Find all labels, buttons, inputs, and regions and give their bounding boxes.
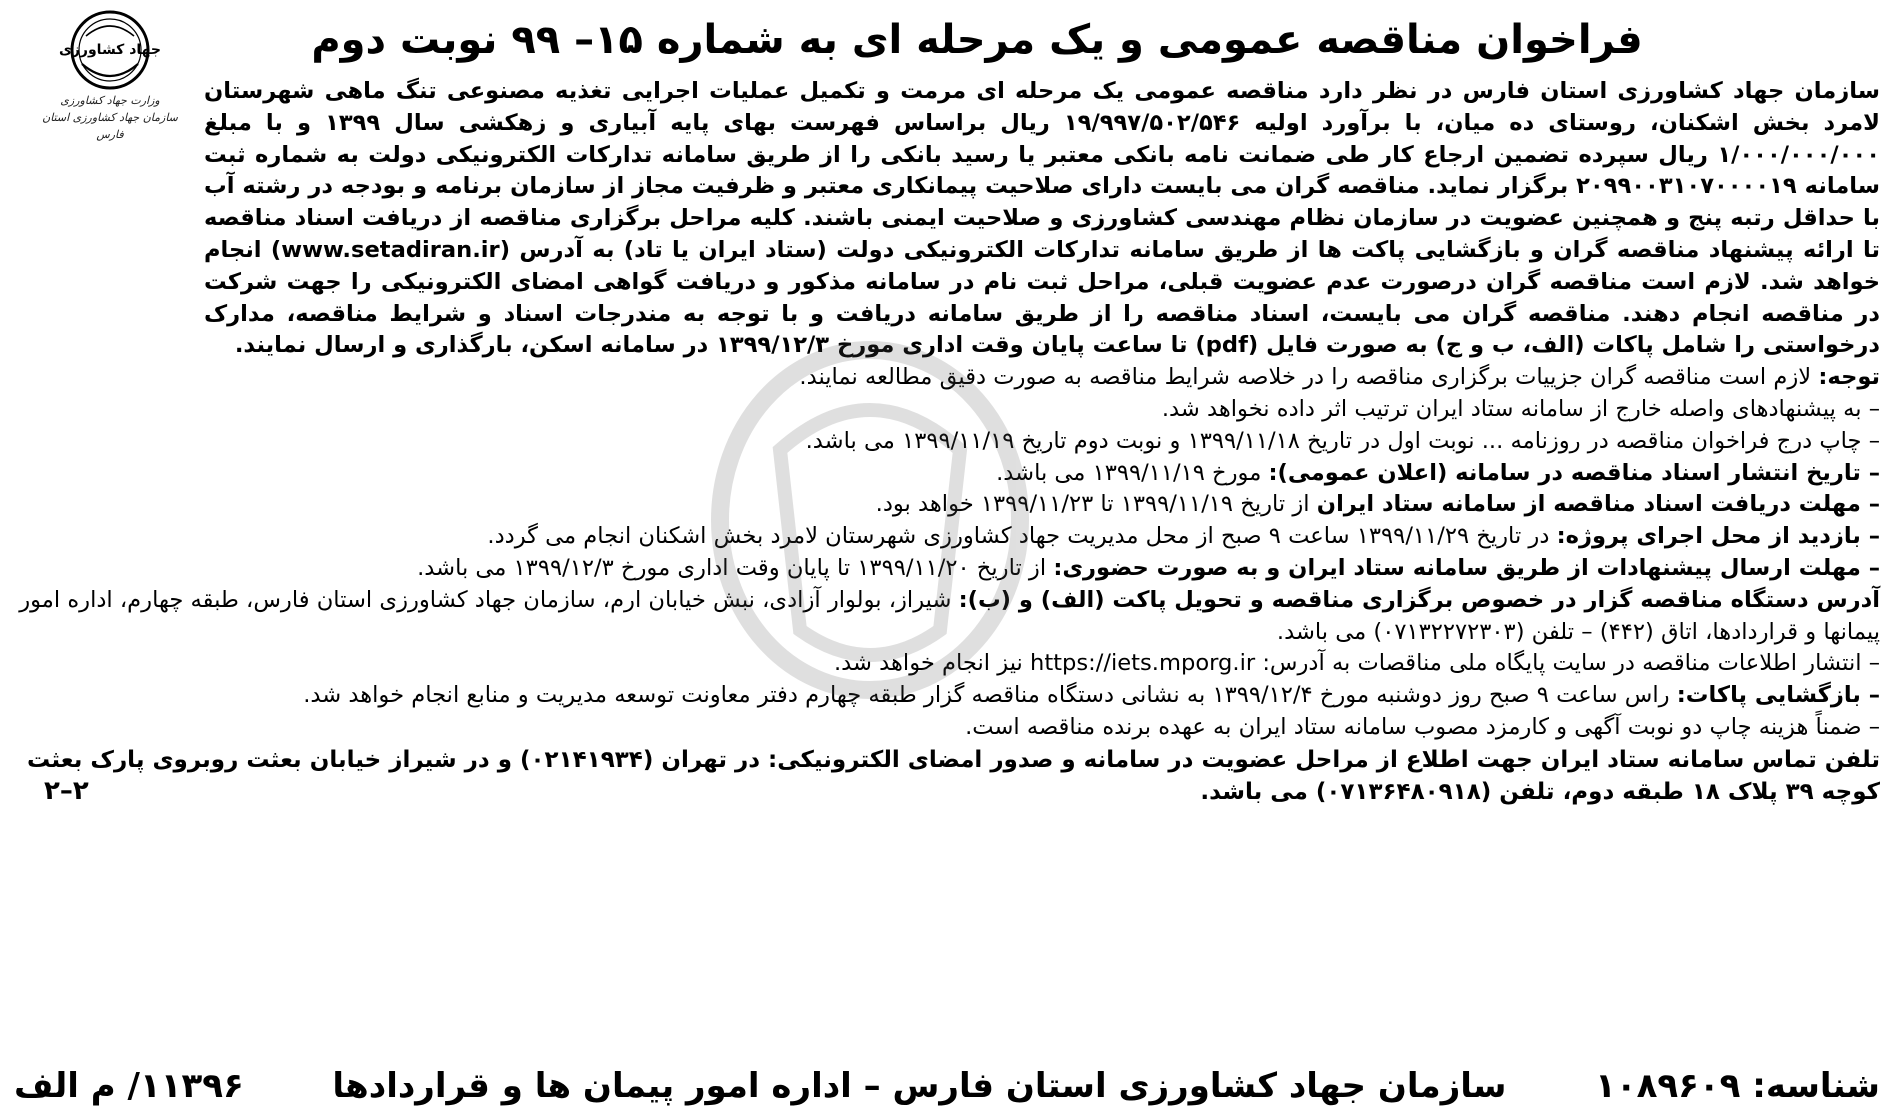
note-text: – چاپ درج فراخوان مناقصه در روزنامه ... نوبت اول در تاریخ ۱۳۹۹/۱۱/۱۸ و نوبت دوم تاریخ ۱۳۹۹/۱۱/۱۹ می باشد. xyxy=(805,427,1880,454)
logo-caption-ministry: وزارت جهاد کشاورزی xyxy=(60,94,160,107)
note-text: – به پیشنهادهای واصله خارج از سامانه ستاد ایران ترتیب اثر داده نخواهد شد. xyxy=(1161,395,1880,422)
note-text: راس ساعت ۹ صبح روز دوشنبه مورخ ۱۳۹۹/۱۲/۴ به نشانی دستگاه مناقصه گزار طبقه چهارم دفتر معاونت توسعه مدیریت و منابع انجام خواهد شد. xyxy=(303,682,1677,709)
note-head: – بازگشایی پاکات: xyxy=(1676,682,1880,709)
notice-title: فراخوان مناقصه عمومی و یک مرحله ای به شماره ۱۵– ۹۹ نوبت دوم xyxy=(311,17,1643,63)
note-item xyxy=(14,362,1880,394)
contact-info: تلفن تماس سامانه ستاد ایران جهت اطلاع از مراحل عضویت در سامانه و صدور امضای الکترونیکی: در تهران (۰۲۱۴۱۹۳۴) و در شیراز خیابان بعثت روبروی پارک بعثت کوچه ۳۹ پلاک ۱۸ طبقه دوم، تلفن (۰۷۱۳۶۴۸۰۹۱۸) می باشد. xyxy=(27,746,1880,805)
note-head: – بازدید از محل اجرای پروژه: xyxy=(1556,523,1880,550)
intro-paragraph: سازمان جهاد کشاورزی استان فارس در نظر دارد مناقصه عمومی یک مرحله ای مرمت و تکمیل عملیات اجرایی تغذیه مصنوعی تنگ ماهی شهرستان لامرد بخش اشکنان، روستای ده میان، با برآورد اولیه ۱۹/۹۹۷/۵۰۲/۵۴۶ ریال براساس فهرست بهای پایه آبیاری و زهکشی سال ۱۳۹۹ و با مبلغ ۱/۰۰۰/۰۰۰/۰۰۰ ریال سپرده تضمین ارجاع کار طی ضمانت نامه بانکی معتبر یا رسید بانکی را از طریق سامانه تدارکات الکترونیکی دولت به شماره ثبت سامانه ۲۰۹۹۰۰۳۱۰۷۰۰۰۰۱۹ برگزار نماید. مناقصه گران می بایست دارای صلاحیت پیمانکاری معتبر و ظرفیت مجاز از سازمان برنامه و بودجه در رشته آب با حداقل رتبه پنج و همچنین عضویت در سازمان نظام مهندسی کشاورزی و صلاحیت ایمنی باشند. کلیه مراحل برگزاری مناقصه از دریافت اسناد مناقصه تا ارائه پیشنهاد مناقصه گران و بازگشایی پاکت ها از طریق سامانه تدارکات الکترونیکی دولت (ستاد ایران یا تاد) به آدرس (www.setadiran.ir) انجام خواهد شد. لازم است مناقصه گران درصورت عدم عضویت قبلی، مراحل ثبت نام در سامانه مذکور و دریافت گواهی امضای الکترونیکی را جهت شرکت در مناقصه انجام دهند. مناقصه گران می بایست، اسناد مناقصه را از طریق سامانه دریافت و با توجه به مندرجات اسناد و شرایط مناقصه، مدارک درخواستی را شامل پاکات (الف، ب و ج) به صورت فایل (pdf) تا ساعت پایان وقت اداری مورخ ۱۳۹۹/۱۲/۳ در سامانه اسکن، بارگذاری و ارسال نمایند. xyxy=(204,78,1880,359)
note-text: از تاریخ ۱۳۹۹/۱۱/۱۹ تا ۱۳۹۹/۱۱/۲۳ خواهد بود. xyxy=(875,491,1317,518)
note-item xyxy=(14,553,1880,585)
note-item xyxy=(14,394,1880,426)
note-text: شیراز، بولوار آزادی، نبش خیابان ارم، سازمان جهاد کشاورزی استان فارس، طبقه چهارم، اداره امور پیمانها و قراردادها، اتاق (۴۴۲) – تلفن (۰۷۱۳۲۲۷۲۳۰۳) می باشد. xyxy=(19,586,1880,645)
contact-block xyxy=(14,744,1880,808)
footer-org: سازمان جهاد کشاورزی استان فارس – اداره امور پیمان ها و قراردادها xyxy=(332,1066,1507,1106)
note-text: از تاریخ ۱۳۹۹/۱۱/۲۰ تا پایان وقت اداری مورخ ۱۳۹۹/۱۲/۳ می باشد. xyxy=(417,554,1054,581)
note-text: – انتشار اطلاعات مناقصه در سایت پایگاه ملی مناقصات به آدرس: https://iets.mporg.ir نیز انجام خواهد شد. xyxy=(834,650,1880,677)
note-head: آدرس دستگاه مناقصه گزار در خصوص برگزاری مناقصه و تحویل پاکت (الف) و (ب): xyxy=(958,586,1880,613)
note-item xyxy=(14,680,1880,712)
note-text: لازم است مناقصه گران جزییات برگزاری مناقصه را در خلاصه شرایط مناقصه به صورت دقیق مطالعه نمایند. xyxy=(799,364,1819,391)
note-head: توجه: xyxy=(1818,364,1880,391)
footer xyxy=(14,1064,1880,1108)
note-text: – ضمناً هزینه چاپ دو نوبت آگهی و کارمزد مصوب سامانه ستاد ایران به عهده برنده مناقصه است. xyxy=(965,713,1880,740)
jihad-logo xyxy=(40,8,180,143)
jihad-emblem-icon xyxy=(59,8,161,92)
page-number: ۲–۲ xyxy=(44,775,89,806)
note-item xyxy=(14,585,1880,649)
note-item xyxy=(14,648,1880,680)
footer-code: ۱۱۳۹۶/ م الف xyxy=(14,1066,244,1106)
note-item xyxy=(14,458,1880,490)
logo-caption-org: سازمان جهاد کشاورزی استان فارس xyxy=(42,111,178,141)
logo-name: جهاد کشاورزی xyxy=(59,42,161,58)
notes-list xyxy=(14,362,1880,744)
note-text: مورخ ۱۳۹۹/۱۱/۱۹ می باشد. xyxy=(996,459,1269,486)
note-item xyxy=(14,489,1880,521)
note-head: – مهلت دریافت اسناد مناقصه از سامانه ستاد ایران xyxy=(1316,491,1880,518)
note-item xyxy=(14,521,1880,553)
notice-id: شناسه: ۱۰۸۹۶۰۹ xyxy=(1595,1066,1880,1106)
note-item xyxy=(14,712,1880,744)
note-head: – مهلت ارسال پیشنهادات از طریق سامانه ستاد ایران و به صورت حضوری: xyxy=(1053,554,1880,581)
note-item xyxy=(14,426,1880,458)
header xyxy=(14,10,1880,76)
note-head: – تاریخ انتشار اسناد مناقصه در سامانه (اعلان عمومی): xyxy=(1268,459,1880,486)
note-text: در تاریخ ۱۳۹۹/۱۱/۲۹ ساعت ۹ صبح از محل مدیریت جهاد کشاورزی شهرستان لامرد بخش اشکنان انجام می گردد. xyxy=(487,523,1557,550)
